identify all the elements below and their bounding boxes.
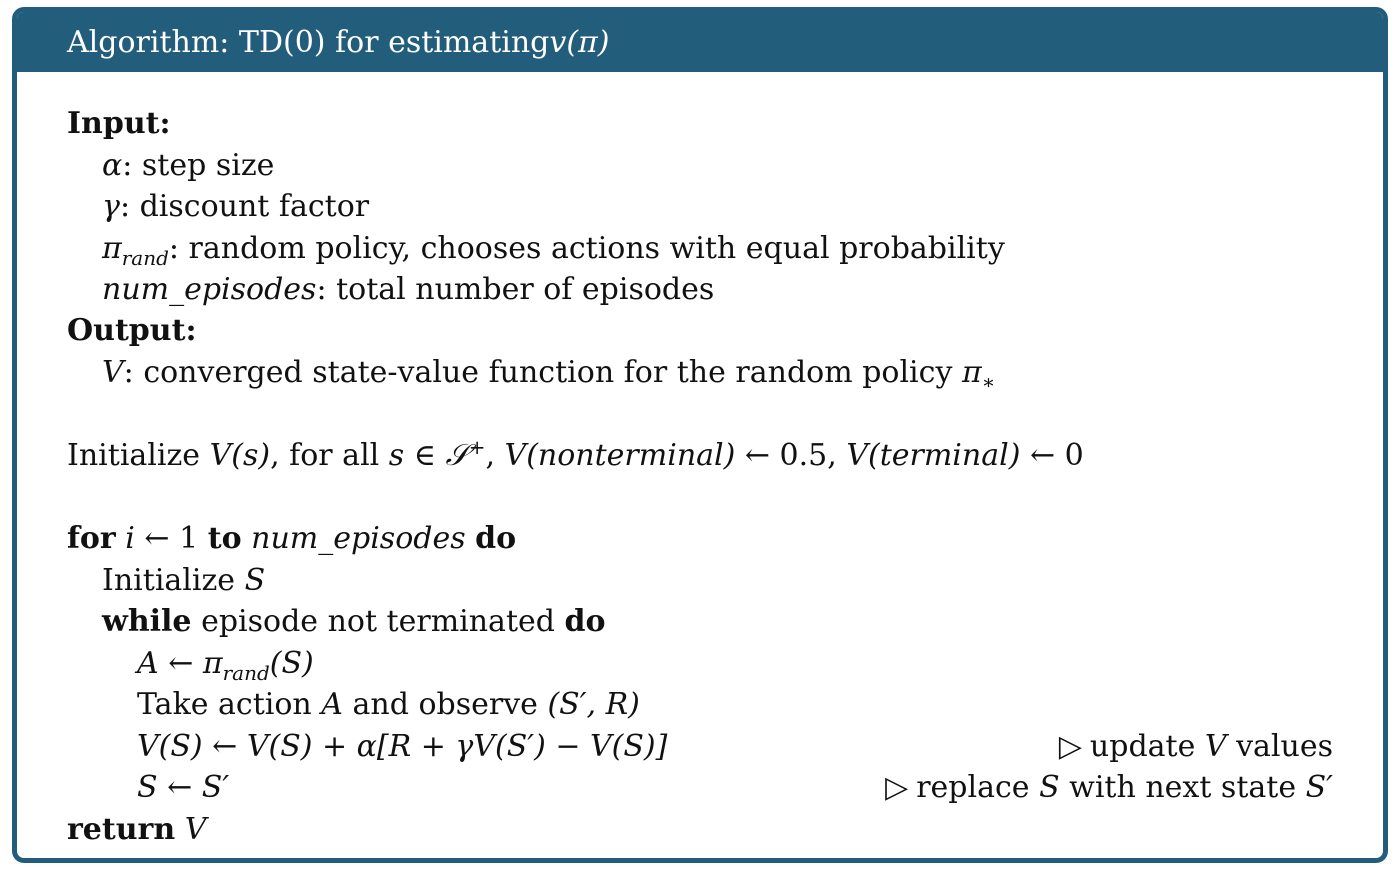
do-keyword: do (475, 521, 517, 556)
init-math: s ∈ 𝒮 (388, 438, 469, 473)
comment-var: S′ (1305, 770, 1333, 805)
output-policy-sub: ∗ (981, 370, 996, 394)
output-desc: : converged state-value function for the random policy (123, 355, 962, 390)
while-keyword: while (102, 604, 192, 639)
input-desc: : step size (122, 148, 275, 183)
input-desc: : discount factor (119, 189, 370, 224)
algorithm-body (67, 72, 1333, 858)
input-symbol-sub: rand (121, 246, 169, 270)
init-text: Initialize (67, 438, 210, 473)
step-select-action (67, 643, 1333, 685)
return-keyword: return (67, 812, 176, 847)
input-desc: : random policy, chooses actions with equal probability (168, 231, 1005, 266)
output-policy-symbol: π (961, 355, 982, 390)
initialize-line (67, 435, 1333, 477)
output-item (67, 352, 1333, 394)
return-line (67, 809, 1333, 851)
input-item-alpha (67, 145, 1333, 187)
step2-text: Take action (137, 687, 322, 722)
step2-text: and observe (342, 687, 548, 722)
algorithm-box (12, 7, 1388, 863)
init-text: , (485, 438, 505, 473)
input-heading: Input: (67, 106, 171, 141)
input-item-gamma (67, 186, 1333, 228)
step2-pair: (S′, R) (547, 687, 640, 722)
output-symbol: V (102, 355, 124, 390)
init-math: V(terminal) (846, 438, 1021, 473)
init-math: V(s) (209, 438, 271, 473)
init-text: ← 0.5, (735, 438, 847, 473)
step-update-v (67, 726, 1333, 768)
algorithm-title-bar (17, 12, 1383, 72)
step2-var: A (321, 687, 343, 722)
input-symbol: π (102, 231, 122, 266)
step3-comment (1059, 726, 1333, 768)
step3-math: V(S) ← V(S) + α[R + γV(S′) − V(S)] (137, 729, 668, 764)
input-desc: : total number of episodes (316, 272, 715, 307)
init-s-var: S (244, 563, 266, 598)
init-text: ← 0 (1020, 438, 1084, 473)
comment-marker-icon: ▷ (1058, 729, 1082, 764)
step1-end: (S) (269, 646, 314, 681)
step4-comment (885, 767, 1333, 809)
comment-text: with next state (1059, 770, 1306, 805)
comment-marker-icon: ▷ (885, 770, 909, 805)
algorithm-title-math: v(π) (549, 24, 610, 60)
for-loop-line (67, 518, 1333, 560)
comment-text: values (1226, 729, 1333, 764)
comment-text: update (1089, 729, 1205, 764)
return-var: V (184, 812, 207, 847)
for-arrow: ← 1 (134, 521, 208, 556)
step1-sub: rand (222, 661, 270, 685)
input-item-pi-rand (67, 228, 1333, 270)
while-line (67, 601, 1333, 643)
init-text: , for all (270, 438, 389, 473)
step1-math: A ← π (137, 646, 223, 681)
while-condition: episode not terminated (191, 604, 565, 639)
algorithm-title: Algorithm: TD(0) for estimating (67, 24, 550, 60)
to-keyword: to (207, 521, 242, 556)
comment-var: S (1039, 770, 1060, 805)
for-keyword: for (67, 521, 116, 556)
output-heading: Output: (67, 313, 197, 348)
init-s-text: Initialize (102, 563, 245, 598)
comment-text: replace (916, 770, 1040, 805)
while-do-keyword: do (564, 604, 606, 639)
init-sup: + (468, 435, 486, 459)
input-symbol: α (102, 148, 123, 183)
input-item-num-episodes (67, 269, 1333, 311)
init-math: V(nonterminal) (504, 438, 736, 473)
step-replace-s (67, 767, 1333, 809)
step-take-action (67, 684, 1333, 726)
for-variable: i (125, 521, 135, 556)
input-symbol: γ (102, 189, 120, 224)
input-symbol: num_episodes (102, 272, 317, 307)
comment-var: V (1204, 729, 1227, 764)
init-s-line (67, 560, 1333, 602)
step4-math: S ← S′ (137, 770, 230, 805)
for-end: num_episodes (251, 521, 466, 556)
